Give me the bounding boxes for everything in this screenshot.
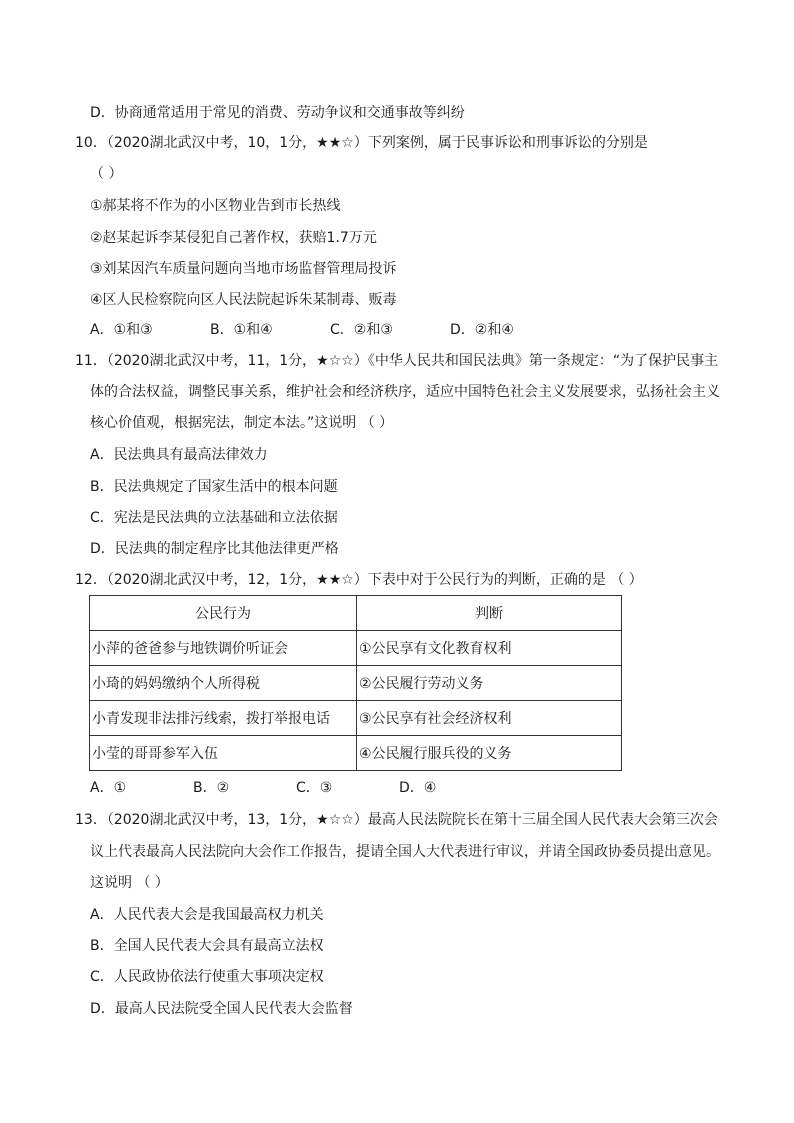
table-header-row: [90, 596, 622, 631]
q10-item-4: ④区人民检察院向区人民法院起诉朱某制毒、贩毒: [90, 292, 397, 308]
q10-item-2: ②赵某起诉李某侵犯自己著作权，获赔1.7万元: [90, 230, 377, 246]
table-cell: 小青发现非法排污线索，拨打举报电话: [90, 701, 357, 736]
table-row: [90, 701, 622, 736]
q11-stem-line-2: 体的合法权益，调整民事关系，维护社会和经济秩序，适应中国特色社会主义发展要求，弘扬社会主义: [90, 384, 720, 400]
q11-option-d: D．民法典的制定程序比其他法律更严格: [90, 541, 339, 557]
q10-answer-paren: （ ）: [90, 166, 123, 182]
q13-stem-line-3: 这说明 （ ）: [90, 875, 169, 891]
q12-option-d: D．④: [399, 780, 437, 796]
table-cell: 小莹的哥哥参军入伍: [90, 736, 357, 771]
q10-option-d: D．②和④: [450, 322, 514, 338]
q10-stem: 10．（2020湖北武汉中考，10，1分，★★☆）下列案例，属于民事诉讼和刑事诉讼的分别是: [75, 135, 648, 151]
q13-option-a: A．人民代表大会是我国最高权力机关: [90, 907, 324, 923]
q9-option-d: D．协商通常适用于常见的消费、劳动争议和交通事故等纠纷: [90, 105, 465, 121]
q12-option-b: B．②: [193, 780, 230, 796]
table-header-cell: 判断: [357, 596, 622, 631]
q10-item-1: ①郝某将不作为的小区物业告到市长热线: [90, 198, 341, 214]
q10-option-b: B．①和④: [210, 322, 273, 338]
table-cell: ④公民履行服兵役的义务: [357, 736, 622, 771]
q11-option-c: C．宪法是民法典的立法基础和立法依据: [90, 510, 338, 526]
table-cell: 小萍的爸爸参与地铁调价听证会: [90, 631, 357, 666]
table-header-cell: 公民行为: [90, 596, 357, 631]
table-row: [90, 631, 622, 666]
q11-stem-line-1: 11．（2020湖北武汉中考，11，1分，★☆☆）《中华人民共和国民法典》第一条规定：“为了保护民事主: [75, 353, 719, 369]
q10-options: [90, 320, 514, 340]
q13-option-d: D．最高人民法院受全国人民代表大会监督: [90, 1001, 353, 1017]
q13-option-b: B．全国人民代表大会具有最高立法权: [90, 938, 324, 954]
q11-stem-line-3: 核心价值观，根据宪法，制定本法。”这说明 （ ）: [90, 415, 394, 431]
table-cell: 小琦的妈妈缴纳个人所得税: [90, 666, 357, 701]
q13-option-c: C．人民政协依法行使重大事项决定权: [90, 969, 324, 985]
q10-option-a: A．①和③: [90, 322, 153, 338]
q10-item-3: ③刘某因汽车质量问题向当地市场监督管理局投诉: [90, 261, 397, 277]
q12-option-c: C．③: [296, 780, 333, 796]
q12-options: [90, 778, 502, 798]
q12-stem: 12．（2020湖北武汉中考，12，1分，★★☆）下表中对于公民行为的判断，正确的是 （ ）: [75, 572, 643, 588]
q10-option-c: C．②和③: [330, 322, 393, 338]
q11-option-a: A．民法典具有最高法律效力: [90, 447, 268, 463]
q13-stem-line-1: 13．（2020湖北武汉中考，13，1分，★☆☆）最高人民法院院长在第十三届全国人民代表大会第三次会: [75, 812, 718, 828]
q12-table: [89, 595, 622, 771]
q12-option-a: A．①: [90, 780, 127, 796]
q11-option-b: B．民法典规定了国家生活中的根本问题: [90, 479, 338, 495]
table-cell: ①公民享有文化教育权利: [357, 631, 622, 666]
q13-stem-line-2: 议上代表最高人民法院向大会作工作报告，提请全国人大代表进行审议，并请全国政协委员提出意见。: [90, 844, 720, 860]
table-cell: ③公民享有社会经济权利: [357, 701, 622, 736]
table-row: [90, 736, 622, 771]
table-row: [90, 666, 622, 701]
table-cell: ②公民履行劳动义务: [357, 666, 622, 701]
